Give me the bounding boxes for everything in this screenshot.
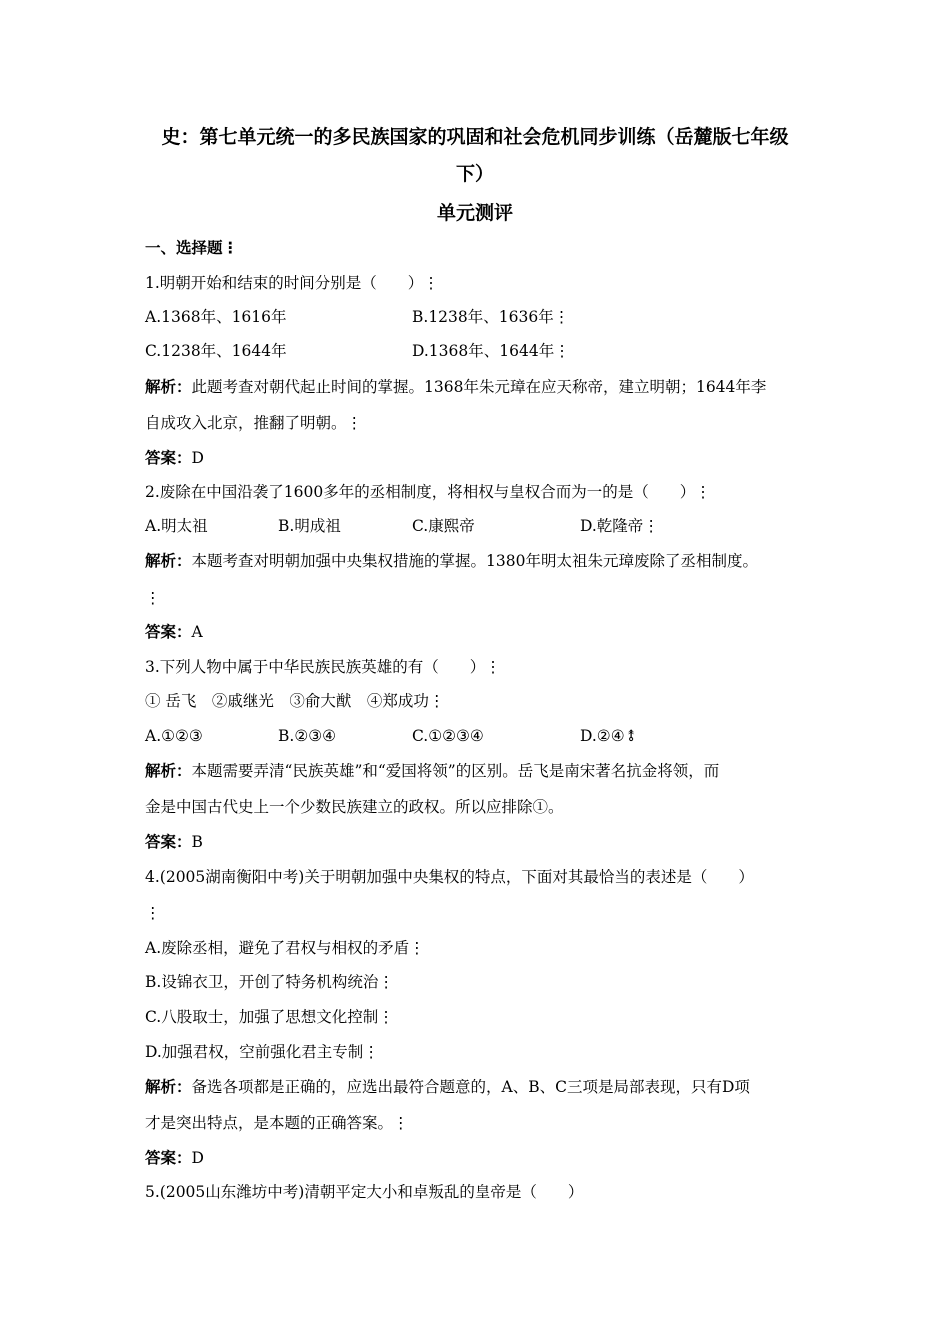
analysis-label: 解析：	[145, 378, 192, 396]
question-2-option-c: C.康熙帝	[412, 517, 475, 535]
question-1-option-d-text: D.1368年、1644年	[412, 342, 555, 360]
paragraph-mark: ⋮	[553, 308, 570, 326]
question-4-option-d	[145, 1041, 379, 1063]
paragraph-mark: ⋮	[393, 1114, 409, 1132]
question-2-answer	[145, 621, 203, 643]
question-4-option-b	[145, 971, 394, 993]
question-3-stem	[145, 656, 501, 678]
paragraph-mark: ⋮	[428, 692, 445, 710]
question-4-option-c-text: C.八股取士，加强了思想文化控制	[145, 1008, 379, 1026]
question-4-analysis-line-1	[145, 1076, 750, 1098]
question-4-analysis-text-2: 才是突出特点，是本题的正确答案。	[145, 1114, 394, 1132]
question-1-analysis-line-1	[145, 376, 766, 398]
question-4-stem: 4.(2005湖南衡阳中考)关于明朝加强中央集权的特点，下面对其最恰当的表述是（ ）	[145, 868, 754, 886]
question-1-answer	[145, 447, 204, 469]
paragraph-mark: ⋮	[409, 939, 425, 957]
analysis-label: 解析：	[145, 552, 192, 570]
question-3-option-a: A.①②③	[145, 727, 203, 745]
question-2-stem-text: 2.废除在中国沿袭了1600多年的丞相制度，将相权与皇权合而为一的是（ ）	[145, 483, 696, 501]
question-3-option-b: B.②③④	[278, 727, 337, 745]
paragraph-mark: ⋮	[346, 414, 363, 432]
question-2-answer-value: A	[191, 623, 203, 641]
document-title-line-2: 下）	[455, 163, 494, 185]
section-heading-text: 一、选择题	[145, 239, 223, 257]
question-3-option-d-text: D.②④	[580, 727, 625, 745]
question-2-option-a: A.明太祖	[145, 517, 208, 535]
question-2-stem	[145, 481, 711, 503]
question-4-option-b-text: B.设锦衣卫，开创了特务机构统治	[145, 973, 379, 991]
paragraph-mark: ⋮	[363, 1043, 379, 1061]
paragraph-mark: ⋮	[554, 342, 570, 360]
question-3-option-d	[580, 725, 638, 747]
question-3-items	[145, 690, 444, 712]
paragraph-mark: ⋮	[485, 658, 501, 676]
question-2-option-b: B.明成祖	[278, 517, 341, 535]
question-4-answer	[145, 1147, 204, 1169]
question-3-answer-value: B	[191, 833, 203, 851]
answer-label: 答案：	[145, 1149, 192, 1167]
paragraph-mark: ⋮	[378, 973, 394, 991]
question-1-analysis-text-1: 此题考查对朝代起止时间的掌握。1368年朱元璋在应天称帝，建立明朝；1644年李	[191, 378, 767, 396]
question-1-option-b	[412, 306, 569, 328]
section-heading	[145, 237, 238, 259]
analysis-label: 解析：	[145, 1078, 192, 1096]
question-3-option-c: C.①②③④	[412, 727, 484, 745]
question-4-analysis-text-1: 备选各项都是正确的，应选出最符合题意的，A、B、C三项是局部表现，只有D项	[191, 1078, 750, 1096]
question-1-stem	[145, 272, 439, 294]
question-1-option-b-text: B.1238年、1636年	[412, 308, 554, 326]
question-1-option-a: A.1368年、1616年	[145, 308, 287, 326]
question-1-option-c: C.1238年、1644年	[145, 342, 287, 360]
paragraph-mark: ⋮	[695, 483, 711, 501]
question-4-stem-mark: ⋮	[145, 904, 161, 922]
question-2-option-d-text: D.乾隆帝	[580, 517, 644, 535]
question-2-analysis-text-1: 本题考查对明朝加强中央集权措施的掌握。1380年明太祖朱元璋废除了丞相制度。	[191, 552, 758, 570]
question-3-analysis-line-1	[145, 760, 719, 782]
question-4-option-a-text: A.废除丞相，避免了君权与相权的矛盾	[145, 939, 410, 957]
paragraph-mark: ⋮	[423, 274, 439, 292]
paragraph-mark: ⋮	[378, 1008, 394, 1026]
question-3-analysis-text-1: 本题需要弄清“民族英雄”和“爱国将领”的区别。岳飞是南宋著名抗金将领，而	[191, 762, 720, 780]
document-subtitle: 单元测评	[436, 202, 513, 224]
question-1-analysis-text-2: 自成攻入北京，推翻了明朝。	[145, 414, 347, 432]
question-3-answer	[145, 831, 203, 853]
scribble-icon: ⥉	[624, 727, 638, 745]
question-1-answer-value: D	[191, 449, 204, 467]
question-4-option-c	[145, 1006, 394, 1028]
question-1-option-d	[412, 340, 570, 362]
question-5-stem: 5.(2005山东潍坊中考)清朝平定大小和卓叛乱的皇帝是（ ）	[145, 1183, 584, 1201]
answer-label: 答案：	[145, 449, 192, 467]
question-1-analysis-line-2	[145, 412, 362, 434]
question-3-stem-text: 3.下列人物中属于中华民族民族英雄的有（ ）	[145, 658, 486, 676]
analysis-label: 解析：	[145, 762, 192, 780]
question-4-option-d-text: D.加强君权，空前强化君主专制	[145, 1043, 364, 1061]
paragraph-mark: ⋮	[222, 239, 239, 257]
document-title-line-1: 史：第七单元统一的多民族国家的巩固和社会危机同步训练（岳麓版七年级	[161, 126, 789, 148]
question-3-analysis-line-2: 金是中国古代史上一个少数民族建立的政权。所以应排除①。	[145, 798, 564, 816]
question-4-option-a	[145, 937, 425, 959]
paragraph-mark: ⋮	[643, 517, 659, 535]
question-1-stem-text: 1.明朝开始和结束的时间分别是（ ）	[145, 274, 424, 292]
question-2-analysis-line-1	[145, 550, 758, 572]
question-4-analysis-line-2	[145, 1112, 409, 1134]
question-4-answer-value: D	[191, 1149, 204, 1167]
question-2-option-d	[580, 515, 659, 537]
question-3-items-text: ① 岳飞 ②戚继光 ③俞大猷 ④郑成功	[145, 692, 429, 710]
answer-label: 答案：	[145, 623, 192, 641]
question-2-analysis-line-2: ⋮	[145, 589, 161, 607]
answer-label: 答案：	[145, 833, 192, 851]
